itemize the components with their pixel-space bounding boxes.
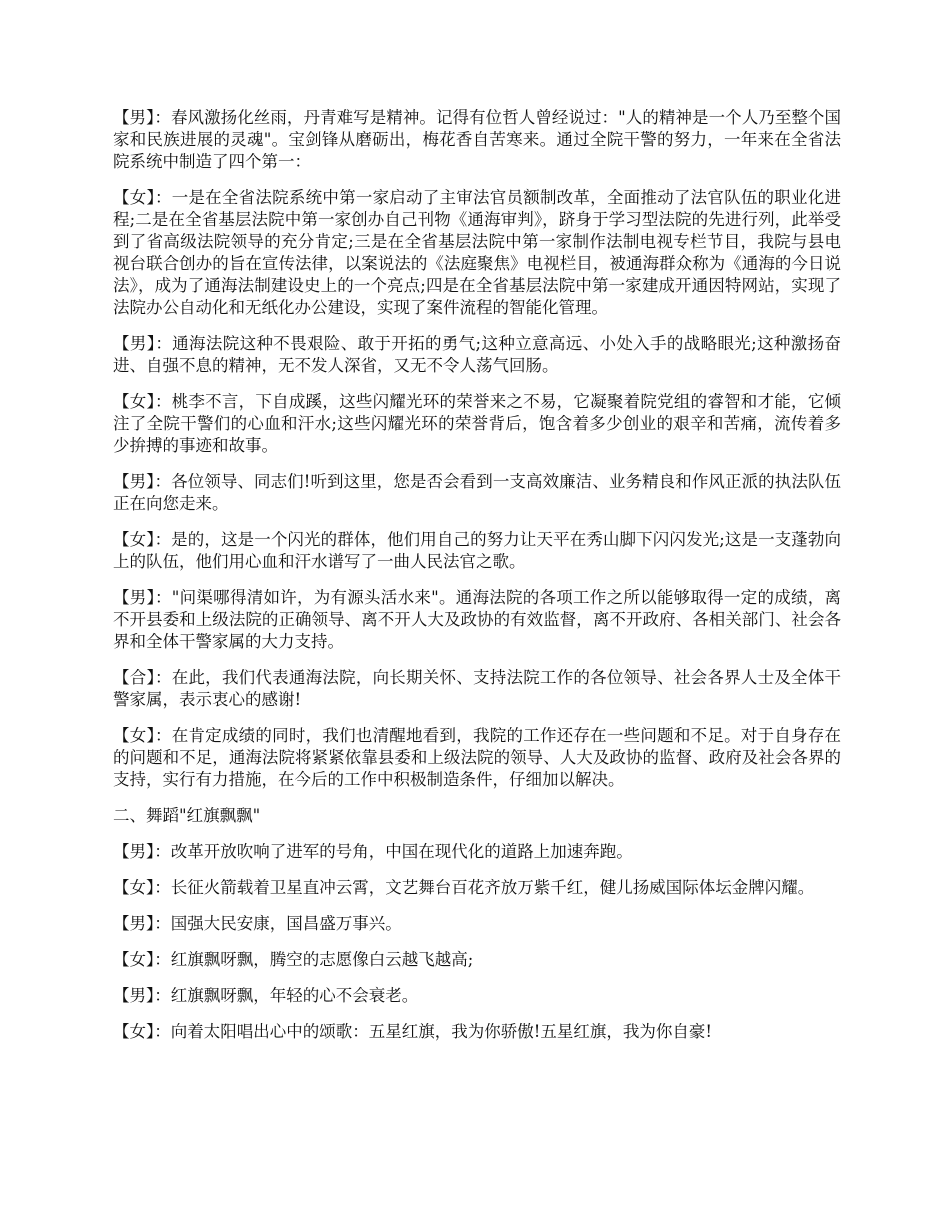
- paragraph-2: 【女】：一是在全省法院系统中第一家启动了主审法官员额制改革，全面推动了法官队伍的职业化进程;二是在全省基层法院中第一家创办自己刊物《通海审判》，跻身于学习型法院的先进行列，此举受到了省高级法院领导的充分肯定;三是在全省基层法院中第一家制作法制电视专栏节目，我院与县电视台联合创办的旨在宣传法律，以案说法的《法庭聚焦》电视栏目，被通海群众称为《通海的今日说法》，成为了通海法制建设史上的一个亮点;四是在全省基层法院中第一家建成开通因特网站，实现了法院办公自动化和无纸化办公建设，实现了案件流程的智能化管理。: [113, 188, 841, 317]
- paragraph-4: 【女】：桃李不言，下自成蹊，这些闪耀光环的荣誉来之不易，它凝聚着院党组的睿智和才能，它倾注了全院干警们的心血和汗水;这些闪耀光环的荣誉背后，饱含着多少创业的艰辛和苦痛，流传着多少拚搏的事迹和故事。: [113, 392, 841, 455]
- document-body: [113, 107, 841, 1057]
- paragraph-8: 【合】：在此，我们代表通海法院，向长期关怀、支持法院工作的各位领导、社会各界人士及全体干警家属，表示衷心的感谢!: [113, 668, 841, 709]
- paragraph-12: 【男】：国强大民安康，国昌盛万事兴。: [113, 914, 402, 933]
- paragraph-7: 【男】："问渠哪得清如许，为有源头活水来"。通海法院的各项工作之所以能够取得一定的成绩，离不开县委和上级法院的正确领导、离不开人大及政协的有效监督，离不开政府、各相关部门、社会各界和全体干警家属的大力支持。: [113, 588, 841, 651]
- paragraph-13: 【女】：红旗飘呀飘，腾空的志愿像白云越飞越高;: [113, 950, 474, 969]
- paragraph-11: 【女】：长征火箭载着卫星直冲云霄，文艺舞台百花齐放万紫千红，健儿扬威国际体坛金牌闪耀。: [113, 878, 815, 897]
- paragraph-1: 【男】：春风激扬化丝雨，丹青难写是精神。记得有位哲人曾经说过："人的精神是一个人乃至整个国家和民族进展的灵魂"。宝剑锋从磨砺出，梅花香自苦寒来。通过全院干警的努力，一年来在全省法院系统中制造了四个第一：: [113, 108, 841, 171]
- paragraph-6: 【女】：是的，这是一个闪光的群体，他们用自己的努力让天平在秀山脚下闪闪发光;这是一支蓬勃向上的队伍，他们用心血和汗水谱写了一曲人民法官之歌。: [113, 530, 841, 571]
- section-heading: 二、舞蹈"红旗飘飘": [113, 806, 261, 825]
- paragraph-15: 【女】：向着太阳唱出心中的颂歌：五星红旗，我为你骄傲!五星红旗，我为你自豪!: [113, 1022, 713, 1041]
- paragraph-5: 【男】：各位领导、同志们!听到这里，您是否会看到一支高效廉洁、业务精良和作风正派的执法队伍正在向您走来。: [113, 472, 841, 513]
- paragraph-9: 【女】：在肯定成绩的同时，我们也清醒地看到，我院的工作还存在一些问题和不足。对于自身存在的问题和不足，通海法院将紧紧依靠县委和上级法院的领导、人大及政协的监督、政府及社会各界的支持，实行有力措施，在今后的工作中积极制造条件，仔细加以解决。: [113, 726, 841, 789]
- paragraph-10: 【男】：改革开放吹响了进军的号角，中国在现代化的道路上加速奔跑。: [113, 842, 633, 861]
- paragraph-14: 【男】：红旗飘呀飘，年轻的心不会衰老。: [113, 986, 419, 1005]
- paragraph-3: 【男】：通海法院这种不畏艰险、敢于开拓的勇气;这种立意高远、小处入手的战略眼光;这种激扬奋进、自强不息的精神，无不发人深省，又无不令人荡气回肠。: [113, 334, 841, 375]
